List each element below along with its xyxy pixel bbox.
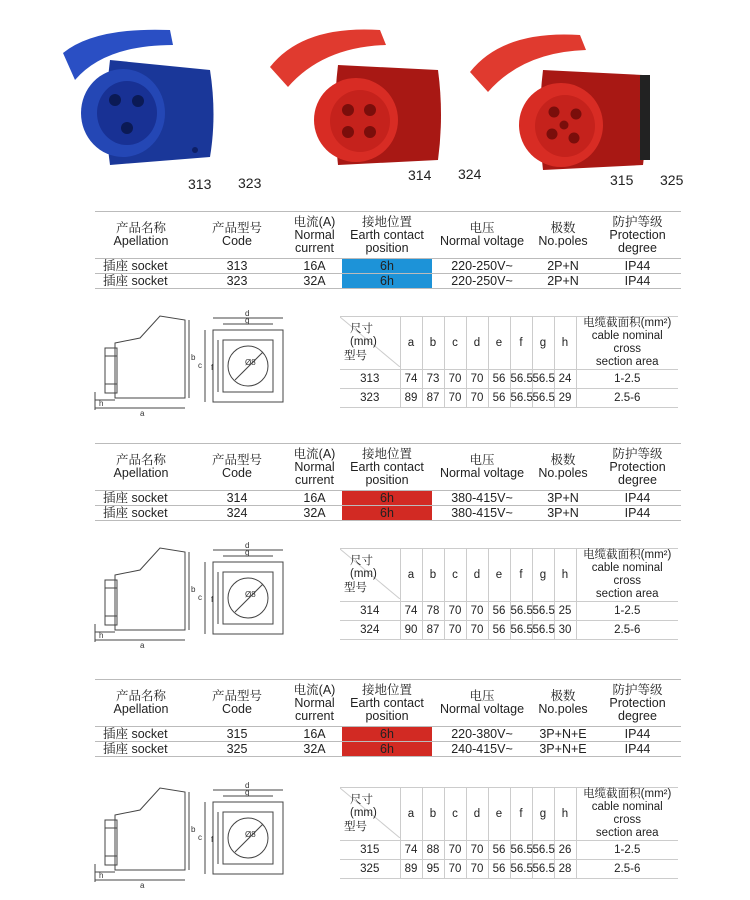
svg-text:g: g bbox=[245, 788, 250, 797]
code-label-314: 314 bbox=[408, 167, 432, 183]
code-label-324: 324 bbox=[458, 166, 482, 182]
svg-text:f: f bbox=[211, 363, 214, 372]
table-row: 315 74 88 70 70 56 56.5 56.5 26 1-2.5 bbox=[340, 841, 678, 860]
code-label-313: 313 bbox=[188, 176, 212, 192]
svg-text:c: c bbox=[198, 833, 202, 842]
spec-table-1: 产品名称 Apellation 产品型号 Code 电流(A) Normal current 接地位置 Earth contact position 电压 Normal voltage 极数 No.poles 防护等级 Protection degree 插座 socket 313 16A 6h 220-250V~ 2P+N IP44 插座 socket 323 32A 6h 220-250V~ 2P+N IP44 bbox=[95, 211, 681, 289]
svg-text:g: g bbox=[245, 548, 250, 557]
spec-table-3: 产品名称 Apellation 产品型号 Code 电流(A) Normal current 接地位置 Earth contact position 电压 Normal voltage 极数 No.poles 防护等级 Protection degree 插座 socket 315 16A 6h 220-380V~ 3P+N+E IP44 插座 socket 325 32A 6h 240-415V~ 3P+N+E IP44 bbox=[95, 679, 681, 757]
table-row: 323 89 87 70 70 56 56.5 56.5 29 2.5-6 bbox=[340, 389, 678, 408]
earth-position-cell: 6h bbox=[342, 491, 432, 506]
svg-text:c: c bbox=[198, 593, 202, 602]
svg-text:g: g bbox=[245, 316, 250, 325]
dimension-table-3: 尺寸(mm) 型号 a b c d e f g h 电缆截面积(mm²) cable nominal cross section area 315 74 88 70 70 56 56.5 56.5 26 1-2.5 325 89 95 70 70 56 56.5 56.5 28 2.5-6 bbox=[340, 787, 678, 879]
svg-text:h: h bbox=[99, 871, 104, 880]
svg-text:d: d bbox=[245, 781, 250, 790]
table-row: 插座 socket 325 32A 6h 240-415V~ 3P+N+E IP44 bbox=[95, 742, 681, 757]
table-row: 插座 socket 323 32A 6h 220-250V~ 2P+N IP44 bbox=[95, 274, 681, 289]
svg-text:c: c bbox=[198, 361, 202, 370]
code-label-315: 315 bbox=[610, 172, 634, 188]
earth-position-cell: 6h bbox=[342, 727, 432, 742]
table-row: 324 90 87 70 70 56 56.5 56.5 30 2.5-6 bbox=[340, 621, 678, 640]
table-row: 插座 socket 324 32A 6h 380-415V~ 3P+N IP44 bbox=[95, 506, 681, 521]
product-photo-313 bbox=[55, 25, 230, 175]
dimension-drawing-1 bbox=[85, 308, 330, 418]
table-row: 插座 socket 314 16A 6h 380-415V~ 3P+N IP44 bbox=[95, 491, 681, 506]
svg-text:h: h bbox=[99, 399, 104, 408]
dimension-table-1: 尺寸(mm) 型号 a b c d e f g h 电缆截面积(mm²) cable nominal cross section area 313 74 73 70 70 56 56.5 56.5 24 1-2.5 323 89 87 70 70 56 56.5 56.5 29 2.5-6 bbox=[340, 316, 678, 408]
code-label-325: 325 bbox=[660, 172, 684, 188]
spec-table-2: 产品名称 Apellation 产品型号 Code 电流(A) Normal current 接地位置 Earth contact position 电压 Normal voltage 极数 No.poles 防护等级 Protection degree 插座 socket 314 16A 6h 380-415V~ 3P+N IP44 插座 socket 324 32A 6h 380-415V~ 3P+N IP44 bbox=[95, 443, 681, 521]
dimension-drawing-3 bbox=[85, 780, 330, 890]
svg-text:a: a bbox=[140, 881, 145, 890]
code-label-323: 323 bbox=[238, 175, 262, 191]
svg-text:f: f bbox=[211, 595, 214, 604]
svg-text:a: a bbox=[140, 409, 145, 418]
svg-text:d: d bbox=[245, 309, 250, 318]
table-row: 325 89 95 70 70 56 56.5 56.5 28 2.5-6 bbox=[340, 860, 678, 879]
svg-text:Ø8: Ø8 bbox=[245, 358, 256, 367]
svg-text:b: b bbox=[191, 353, 196, 362]
table-row: 插座 socket 315 16A 6h 220-380V~ 3P+N+E IP44 bbox=[95, 727, 681, 742]
earth-position-cell: 6h bbox=[342, 742, 432, 757]
svg-text:h: h bbox=[99, 631, 104, 640]
product-photo-315 bbox=[468, 30, 653, 175]
dimension-table-2: 尺寸(mm) 型号 a b c d e f g h 电缆截面积(mm²) cable nominal cross section area 314 74 78 70 70 56 56.5 56.5 25 1-2.5 324 90 87 70 70 56 56.5 56.5 30 2.5-6 bbox=[340, 548, 678, 640]
table-row: 313 74 73 70 70 56 56.5 56.5 24 1-2.5 bbox=[340, 370, 678, 389]
svg-text:Ø8: Ø8 bbox=[245, 830, 256, 839]
table-row: 插座 socket 313 16A 6h 220-250V~ 2P+N IP44 bbox=[95, 259, 681, 274]
dimension-drawing-2 bbox=[85, 540, 330, 650]
product-photo-314 bbox=[268, 25, 453, 170]
svg-text:Ø8: Ø8 bbox=[245, 590, 256, 599]
svg-text:f: f bbox=[211, 835, 214, 844]
svg-text:b: b bbox=[191, 825, 196, 834]
svg-text:b: b bbox=[191, 585, 196, 594]
table-row: 314 74 78 70 70 56 56.5 56.5 25 1-2.5 bbox=[340, 602, 678, 621]
svg-text:a: a bbox=[140, 641, 145, 650]
earth-position-cell: 6h bbox=[342, 274, 432, 289]
earth-position-cell: 6h bbox=[342, 506, 432, 521]
earth-position-cell: 6h bbox=[342, 259, 432, 274]
svg-text:d: d bbox=[245, 541, 250, 550]
